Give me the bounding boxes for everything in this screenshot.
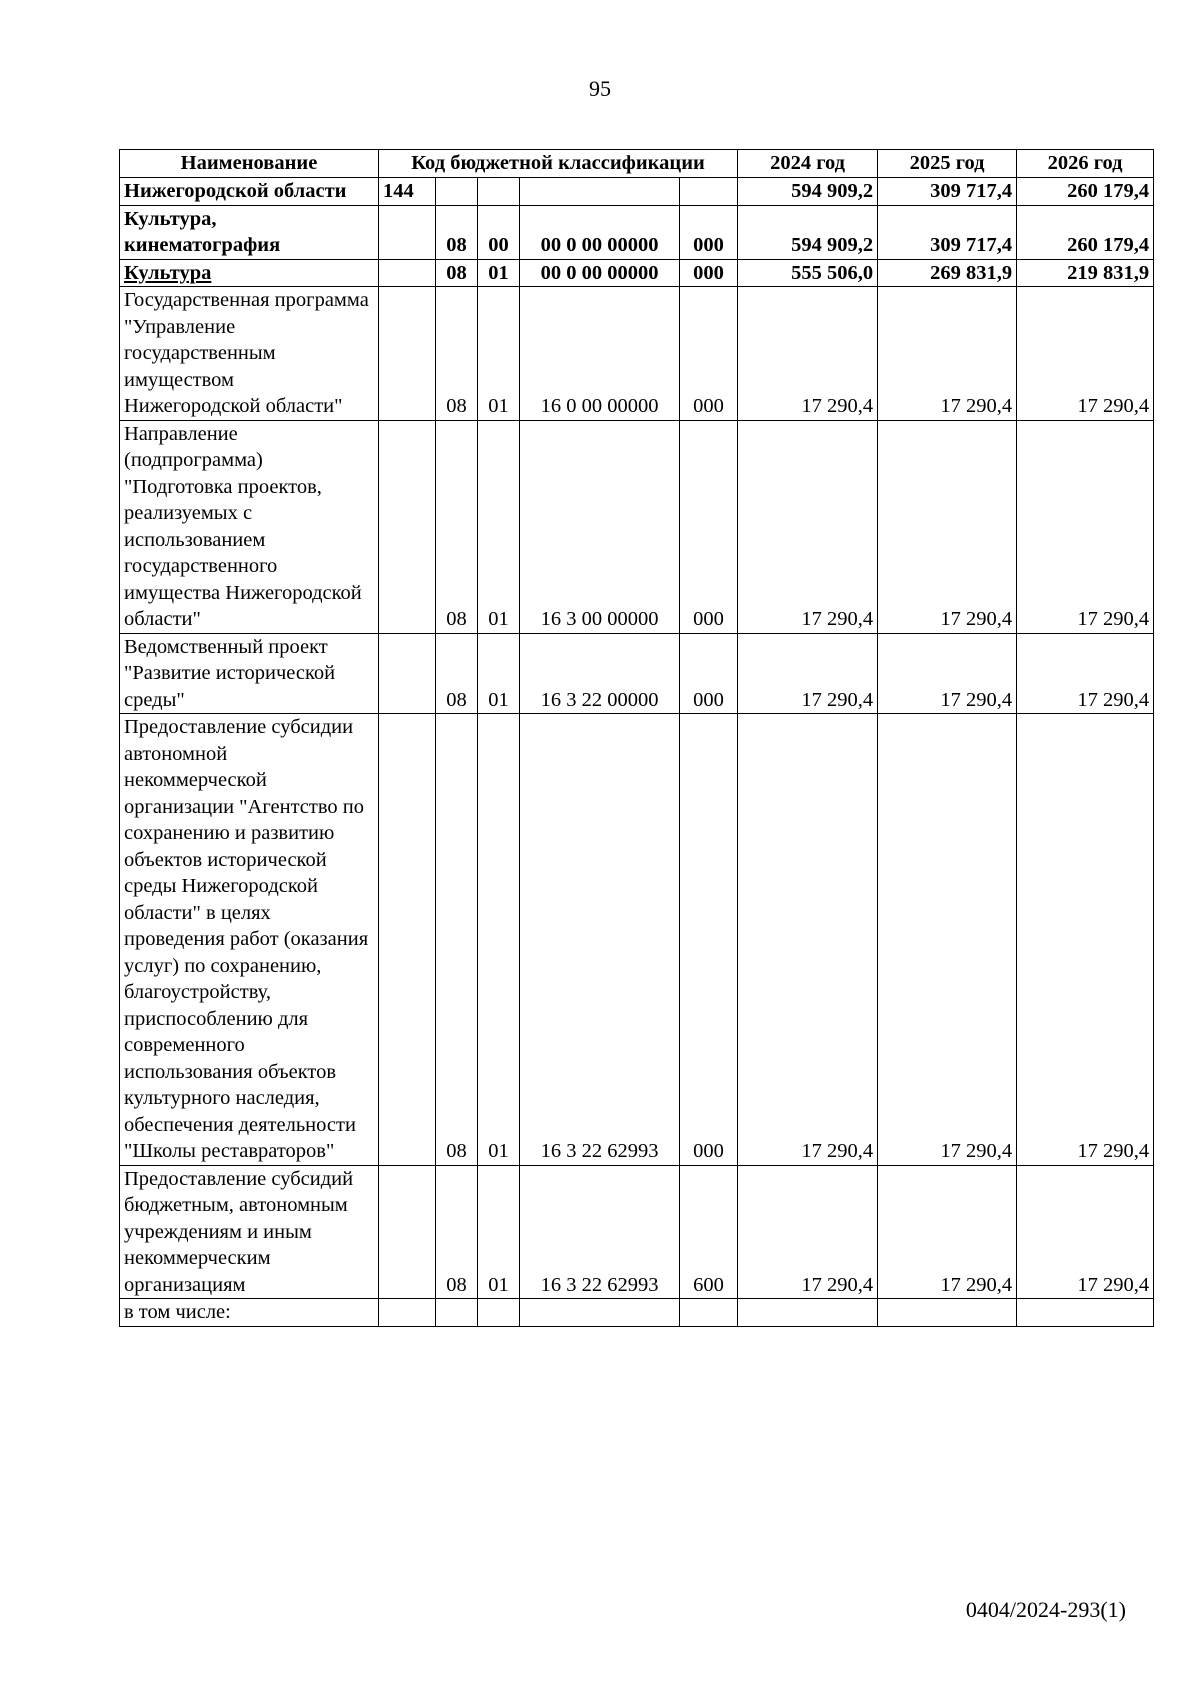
row-2026: 260 179,4 — [1017, 205, 1154, 259]
row-2025: 17 290,4 — [878, 714, 1017, 1166]
row-vr: 600 — [680, 1165, 738, 1299]
row-kv — [379, 1299, 436, 1327]
budget-table — [119, 149, 1154, 1327]
table-row — [120, 178, 1154, 206]
header-code: Код бюджетной классификации — [379, 150, 738, 178]
row-2025: 17 290,4 — [878, 1165, 1017, 1299]
table-row — [120, 420, 1154, 633]
row-rz: 08 — [436, 259, 478, 287]
row-csr: 16 3 22 62993 — [520, 714, 680, 1166]
row-kv — [379, 633, 436, 714]
table-row — [120, 205, 1154, 259]
row-rz — [436, 1299, 478, 1327]
row-kv: 144 — [379, 178, 436, 206]
row-kv — [379, 420, 436, 633]
table-row — [120, 714, 1154, 1166]
header-2026: 2026 год — [1017, 150, 1154, 178]
row-2026: 17 290,4 — [1017, 633, 1154, 714]
row-pr: 01 — [478, 287, 520, 421]
row-2026: 219 831,9 — [1017, 259, 1154, 287]
table-row — [120, 259, 1154, 287]
row-name: Государственная программа "Управление государственным имуществом Нижегородской области" — [120, 287, 379, 421]
row-2024: 594 909,2 — [738, 178, 878, 206]
page-number: 95 — [589, 76, 611, 101]
row-2024: 17 290,4 — [738, 633, 878, 714]
row-pr: 01 — [478, 420, 520, 633]
row-csr — [520, 178, 680, 206]
row-csr — [520, 1299, 680, 1327]
row-2026: 17 290,4 — [1017, 287, 1154, 421]
row-rz: 08 — [436, 1165, 478, 1299]
row-2025: 17 290,4 — [878, 420, 1017, 633]
row-2025: 309 717,4 — [878, 178, 1017, 206]
row-2024: 17 290,4 — [738, 287, 878, 421]
row-2024: 555 506,0 — [738, 259, 878, 287]
row-2025 — [878, 1299, 1017, 1327]
row-vr — [680, 1299, 738, 1327]
table-row — [120, 1165, 1154, 1299]
row-csr: 16 3 00 00000 — [520, 420, 680, 633]
row-kv — [379, 1165, 436, 1299]
row-name: в том числе: — [120, 1299, 379, 1327]
row-rz: 08 — [436, 633, 478, 714]
row-name: Культура, кинематография — [120, 205, 379, 259]
row-csr: 16 0 00 00000 — [520, 287, 680, 421]
row-csr: 00 0 00 00000 — [520, 259, 680, 287]
row-2024: 17 290,4 — [738, 420, 878, 633]
row-vr: 000 — [680, 714, 738, 1166]
row-pr: 01 — [478, 259, 520, 287]
row-kv — [379, 714, 436, 1166]
row-rz: 08 — [436, 420, 478, 633]
row-kv — [379, 259, 436, 287]
row-pr: 01 — [478, 1165, 520, 1299]
document-code: 0404/2024-293(1) — [965, 1597, 1126, 1622]
row-vr: 000 — [680, 259, 738, 287]
row-vr: 000 — [680, 633, 738, 714]
row-2026 — [1017, 1299, 1154, 1327]
row-vr: 000 — [680, 287, 738, 421]
header-name: Наименование — [120, 150, 379, 178]
row-2025: 17 290,4 — [878, 287, 1017, 421]
row-2024 — [738, 1299, 878, 1327]
row-pr: 01 — [478, 714, 520, 1166]
row-rz: 08 — [436, 714, 478, 1166]
row-2026: 17 290,4 — [1017, 1165, 1154, 1299]
table-row — [120, 287, 1154, 421]
header-2025: 2025 год — [878, 150, 1017, 178]
table-row — [120, 633, 1154, 714]
table-header-row — [120, 150, 1154, 178]
row-pr — [478, 178, 520, 206]
row-vr — [680, 178, 738, 206]
row-csr: 16 3 22 62993 — [520, 1165, 680, 1299]
row-2026: 17 290,4 — [1017, 714, 1154, 1166]
row-rz: 08 — [436, 287, 478, 421]
row-2024: 594 909,2 — [738, 205, 878, 259]
row-2026: 17 290,4 — [1017, 420, 1154, 633]
row-csr: 16 3 22 00000 — [520, 633, 680, 714]
row-2026: 260 179,4 — [1017, 178, 1154, 206]
row-vr: 000 — [680, 205, 738, 259]
row-2024: 17 290,4 — [738, 714, 878, 1166]
row-name — [120, 259, 379, 287]
row-name: Предоставление субсидий бюджетным, автономным учреждениям и иным некоммерческим организациям — [120, 1165, 379, 1299]
row-vr: 000 — [680, 420, 738, 633]
row-name: Направление (подпрограмма) "Подготовка проектов, реализуемых с использованием государственного имущества Нижегородской области" — [120, 420, 379, 633]
row-2025: 309 717,4 — [878, 205, 1017, 259]
row-kv — [379, 287, 436, 421]
row-name-text: Культура — [124, 261, 212, 284]
row-pr: 01 — [478, 633, 520, 714]
row-2025: 269 831,9 — [878, 259, 1017, 287]
row-2024: 17 290,4 — [738, 1165, 878, 1299]
header-2024: 2024 год — [738, 150, 878, 178]
row-name: Ведомственный проект "Развитие исторической среды" — [120, 633, 379, 714]
row-name: Предоставление субсидии автономной некоммерческой организации "Агентство по сохранению и развитию объектов исторической среды Нижегородской области" в целях проведения работ (оказания услуг) по сохранению, благоустройству, приспособлению для современного использования объектов культурного наследия, обеспечения деятельности "Школы реставраторов" — [120, 714, 379, 1166]
row-rz: 08 — [436, 205, 478, 259]
row-name: Нижегородской области — [120, 178, 379, 206]
row-rz — [436, 178, 478, 206]
row-csr: 00 0 00 00000 — [520, 205, 680, 259]
row-2025: 17 290,4 — [878, 633, 1017, 714]
row-kv — [379, 205, 436, 259]
row-pr: 00 — [478, 205, 520, 259]
row-pr — [478, 1299, 520, 1327]
table-row — [120, 1299, 1154, 1327]
